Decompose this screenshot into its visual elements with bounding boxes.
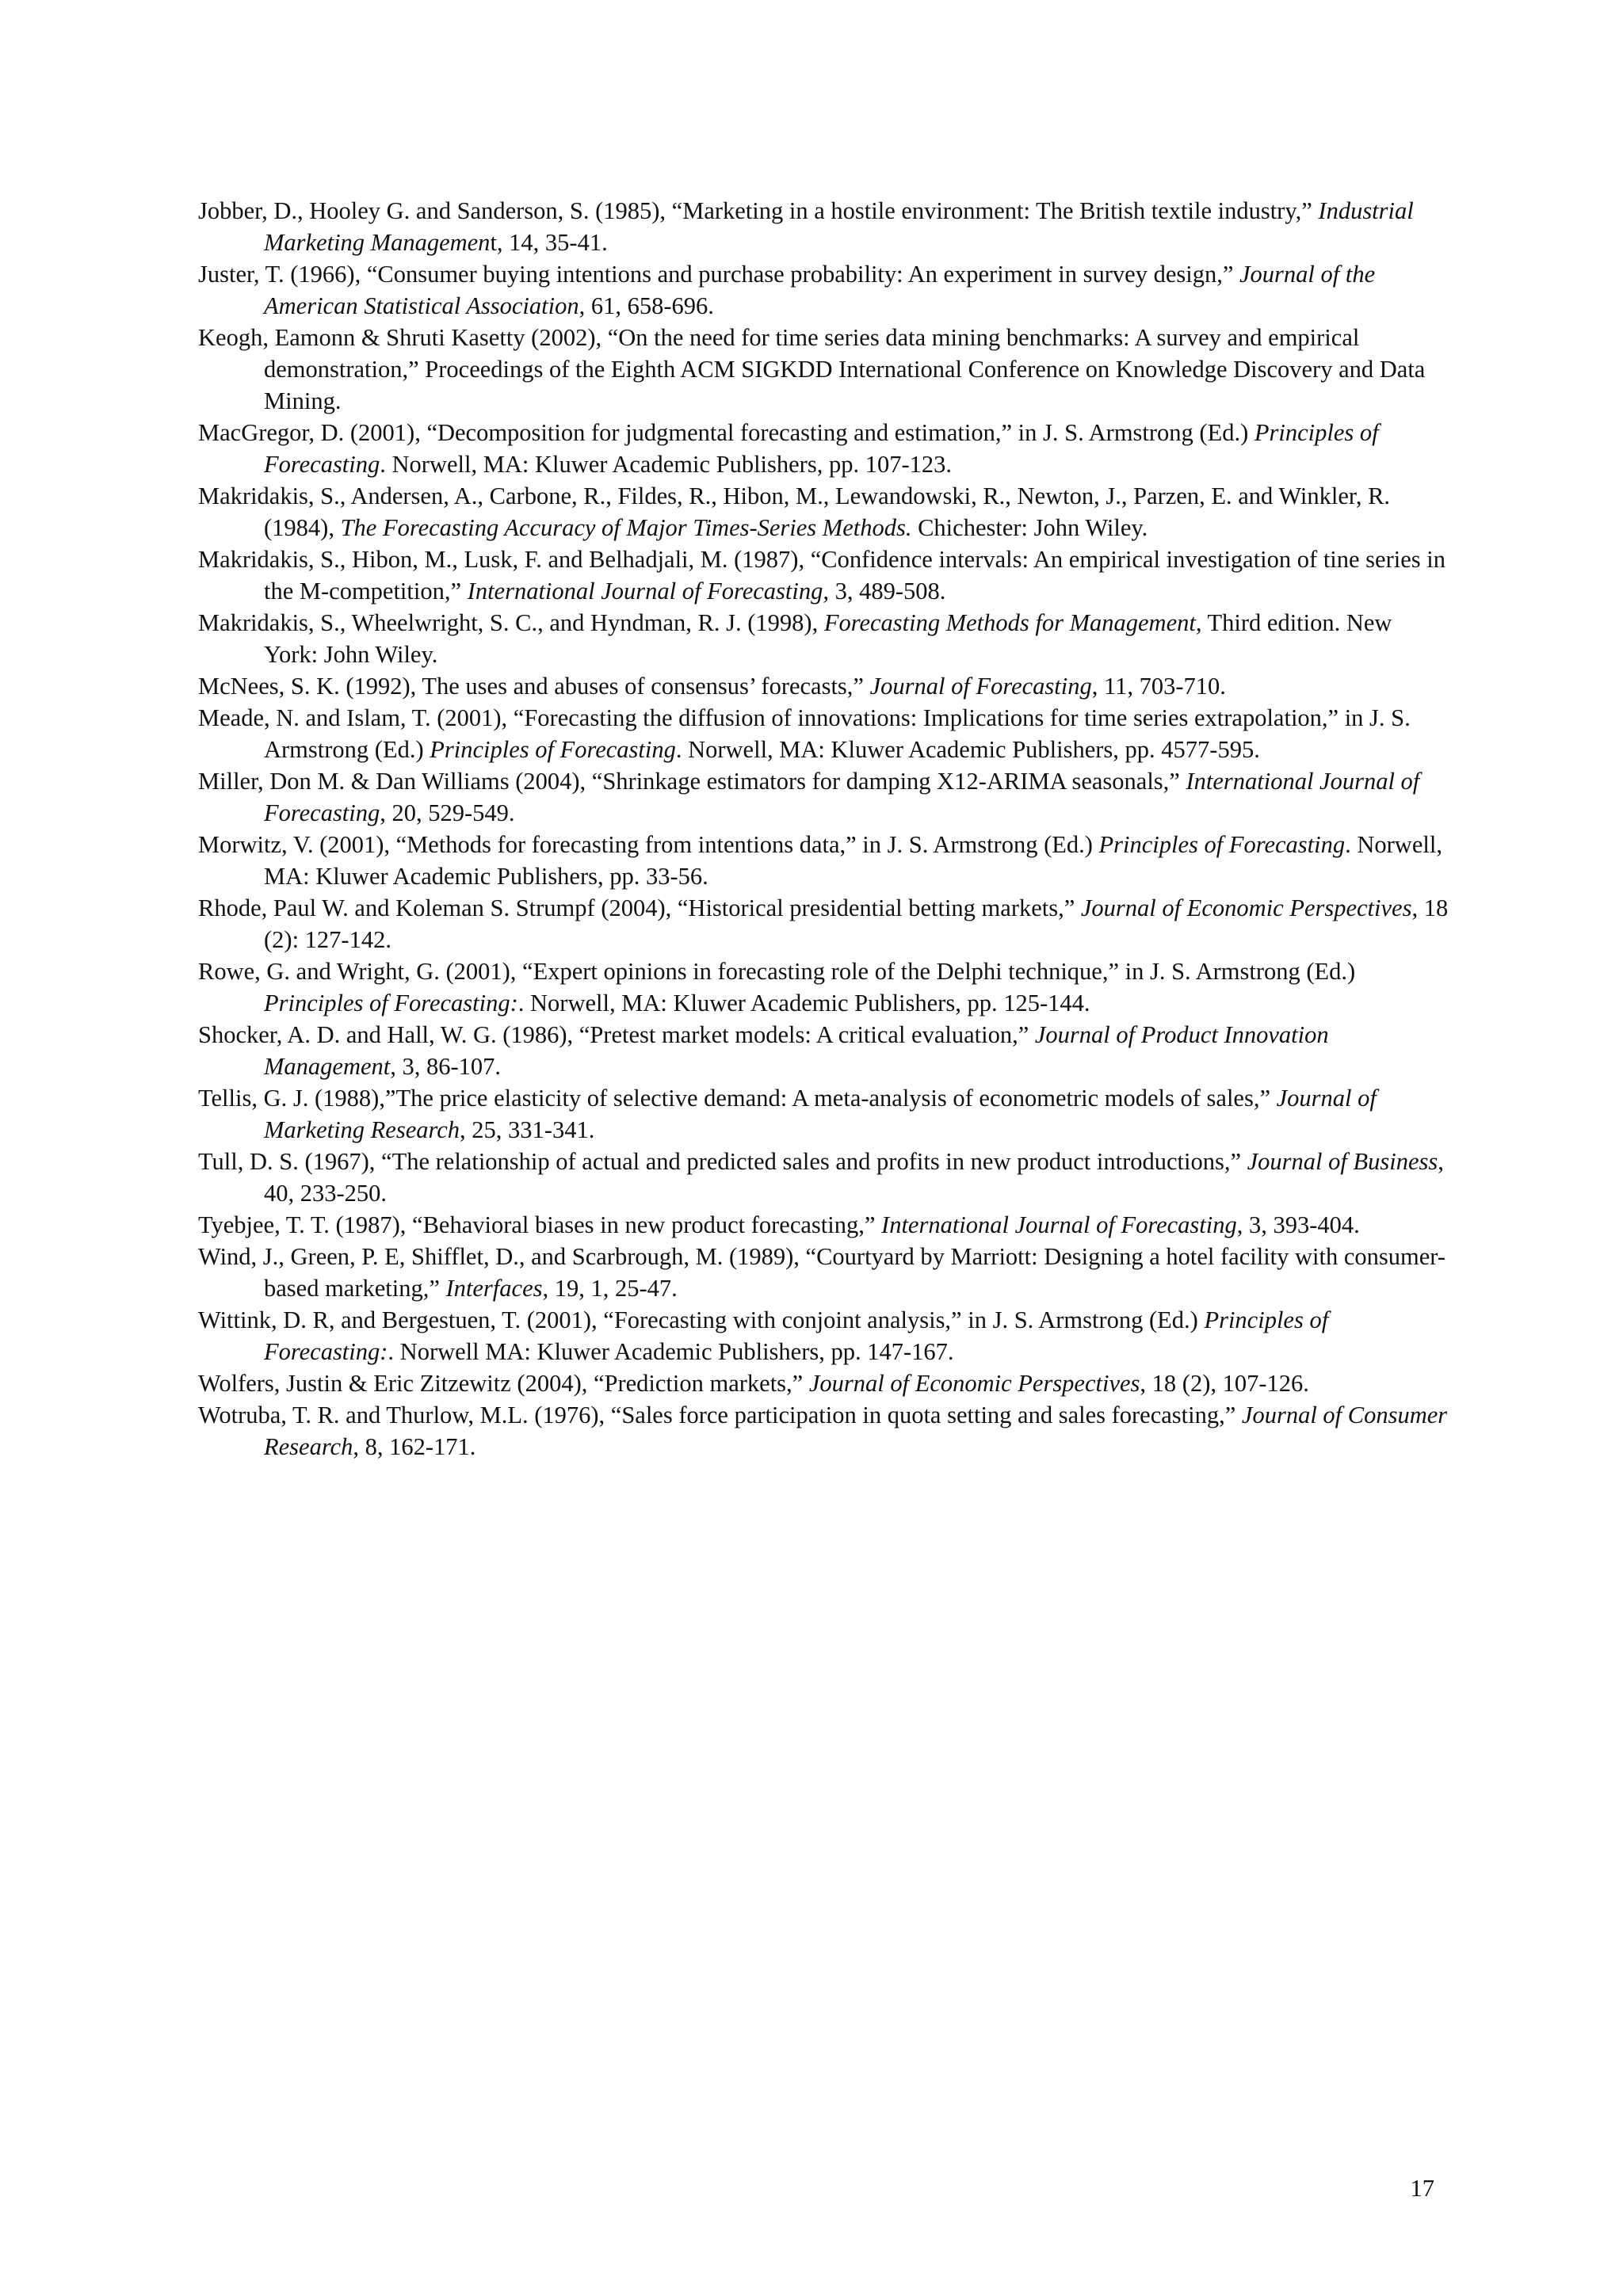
reference-item: Miller, Don M. & Dan Williams (2004), “Shrinkage estimators for damping X12-ARIMA seasonals,” International Journal of Forecasting, 20, 529-549. (198, 768, 1420, 826)
reference-item: Tellis, G. J. (1988),”The price elasticity of selective demand: A meta-analysis of econometric models of sales,” Journal of Marketing Research, 25, 331-341. (198, 1085, 1377, 1143)
reference-item: McNees, S. K. (1992), The uses and abuses of consensus’ forecasts,” Journal of Forecasting, 11, 703-710. (198, 673, 1226, 700)
reference-item: Wotruba, T. R. and Thurlow, M.L. (1976), “Sales force participation in quota setting and sales forecasting,” Journal of Consumer Research, 8, 162-171. (198, 1402, 1448, 1460)
reference-list (198, 195, 1450, 1463)
reference-item: Wittink, D. R, and Bergestuen, T. (2001), “Forecasting with conjoint analysis,” in J. S. Armstrong (Ed.) Principles of Forecasting:. Norwell MA: Kluwer Academic Publishers, pp. 147-167. (198, 1306, 1329, 1365)
reference-item: Wind, J., Green, P. E, Shifflet, D., and Scarbrough, M. (1989), “Courtyard by Marriott: Designing a hotel facility with consumer-based marketing,” Interfaces, 19, 1, 25-47. (198, 1243, 1445, 1302)
reference-item: Wolfers, Justin & Eric Zitzewitz (2004), “Prediction markets,” Journal of Economic Perspectives, 18 (2), 107-126. (198, 1370, 1309, 1397)
reference-item: Juster, T. (1966), “Consumer buying intentions and purchase probability: An experiment in survey design,” Journal of the American Statistical Association, 61, 658-696. (198, 261, 1376, 319)
reference-item: Rowe, G. and Wright, G. (2001), “Expert opinions in forecasting role of the Delphi technique,” in J. S. Armstrong (Ed.) Principles of Forecasting:. Norwell, MA: Kluwer Academic Publishers, pp. 125-144. (198, 958, 1356, 1016)
reference-item: Keogh, Eamonn & Shruti Kasetty (2002), “On the need for time series data mining benchmarks: A survey and empirical demonstration,” Proceedings of the Eighth ACM SIGKDD International Conference on Knowledge Discovery and Data Mining. (198, 324, 1426, 414)
reference-item: Makridakis, S., Andersen, A., Carbone, R., Fildes, R., Hibon, M., Lewandowski, R., Newton, J., Parzen, E. and Winkler, R. (1984), The Forecasting Accuracy of Major Times-Series Methods. Chichester: John Wiley. (198, 482, 1391, 541)
reference-item: Morwitz, V. (2001), “Methods for forecasting from intentions data,” in J. S. Armstrong (Ed.) Principles of Forecasting. Norwell, MA: Kluwer Academic Publishers, pp. 33-56. (198, 831, 1442, 890)
reference-item: Makridakis, S., Hibon, M., Lusk, F. and Belhadjali, M. (1987), “Confidence intervals: An empirical investigation of tine series in the M-competition,” International Journal of Forecasting, 3, 489-508. (198, 546, 1445, 605)
reference-item: MacGregor, D. (2001), “Decomposition for judgmental forecasting and estimation,” in J. S. Armstrong (Ed.) Principles of Forecasting. Norwell, MA: Kluwer Academic Publishers, pp. 107-123. (198, 419, 1379, 478)
reference-item: Tyebjee, T. T. (1987), “Behavioral biases in new product forecasting,” International Journal of Forecasting, 3, 393-404. (198, 1211, 1360, 1238)
reference-item: Meade, N. and Islam, T. (2001), “Forecasting the diffusion of innovations: Implications for time series extrapolation,” in J. S. Armstrong (Ed.) Principles of Forecasting. Norwell, MA: Kluwer Academic Publishers, pp. 4577-595. (198, 704, 1411, 763)
reference-item: Makridakis, S., Wheelwright, S. C., and Hyndman, R. J. (1998), Forecasting Methods for Management, Third edition. New York: John Wiley. (198, 609, 1392, 668)
reference-item: Tull, D. S. (1967), “The relationship of actual and predicted sales and profits in new product introductions,” Journal of Business, 40, 233-250. (198, 1148, 1444, 1207)
reference-item: Jobber, D., Hooley G. and Sanderson, S. (1985), “Marketing in a hostile environment: The British textile industry,” Industrial Marketing Management, 14, 35-41. (198, 197, 1414, 256)
reference-item: Shocker, A. D. and Hall, W. G. (1986), “Pretest market models: A critical evaluation,” Journal of Product Innovation Management, 3, 86-107. (198, 1021, 1329, 1080)
reference-item: Rhode, Paul W. and Koleman S. Strumpf (2004), “Historical presidential betting markets,” Journal of Economic Perspectives, 18 (2): 127-142. (198, 894, 1449, 953)
page-number: 17 (1410, 2175, 1434, 2202)
